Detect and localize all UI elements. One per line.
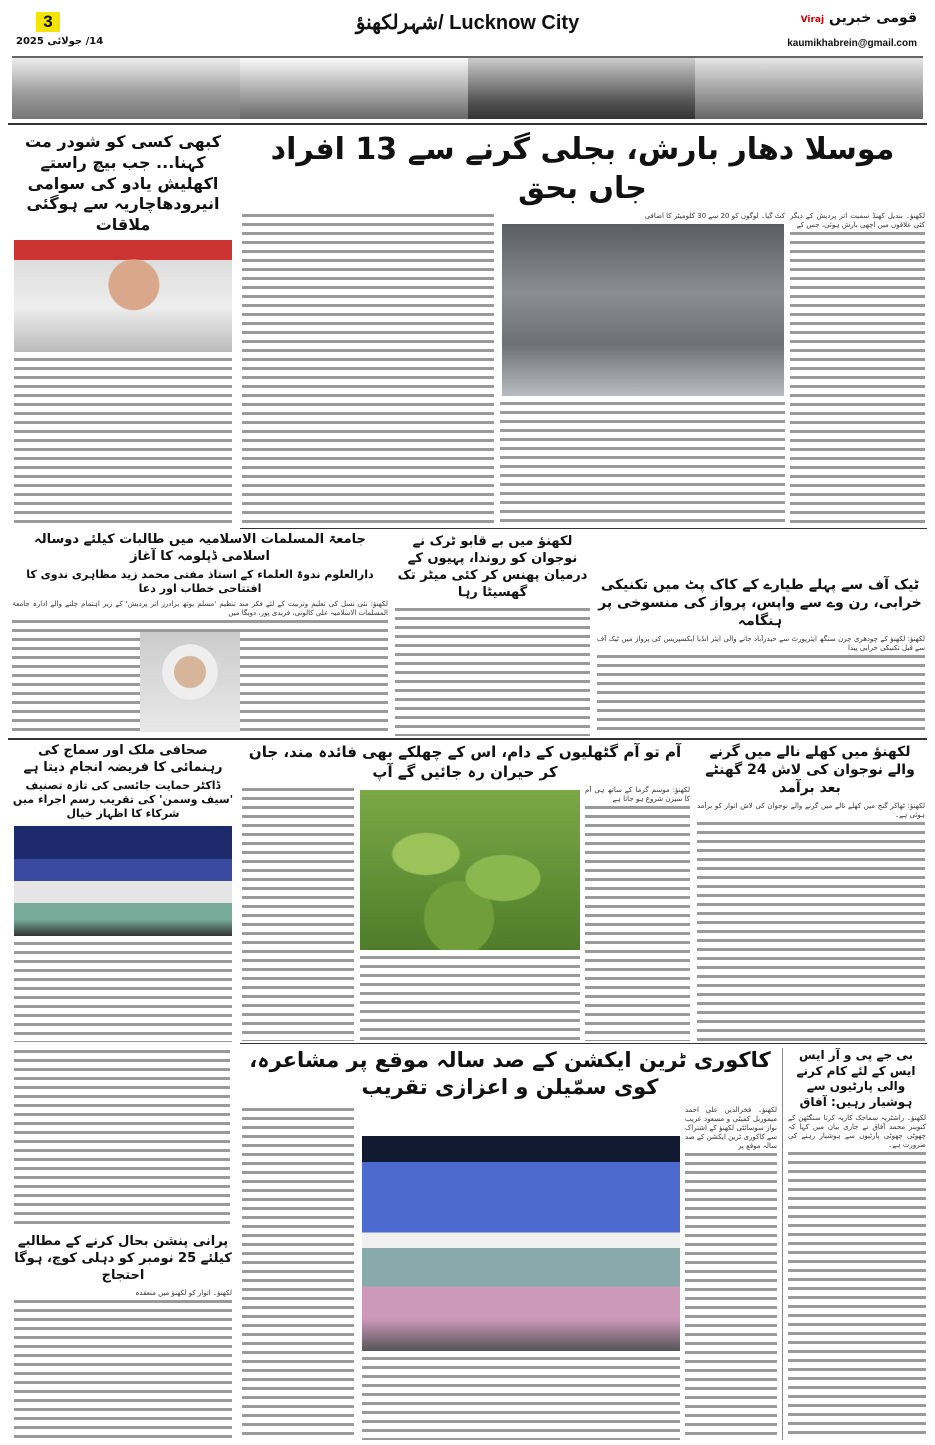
rain-photo — [502, 224, 784, 396]
kakori-lead: لکھنؤ۔ فخرالدین علی احمد میموریل کمیٹی و مسعود غریب نواز سوسائٹی لکھنؤ کے اشتراک سے کاکوری ٹرین ایکشن کے صد سالہ موقع پر — [685, 1105, 777, 1150]
flight-body — [597, 635, 925, 736]
logo-text: قومی خبریں — [828, 10, 917, 26]
bjp-article — [786, 1048, 926, 1440]
jamia-article — [10, 532, 390, 736]
kakori-body-col3 — [242, 1106, 354, 1440]
pension-article — [10, 1234, 236, 1440]
lucknow-skyline-banner — [12, 56, 923, 119]
mango-body-col1 — [585, 786, 690, 1041]
truck-article — [395, 534, 590, 736]
mango-body-area — [240, 786, 690, 1041]
rain-lead: لکھنؤ۔ بندیل کھنڈ سمیت اتر پردیش کے دیگر کئی علاقوں میں اچھی بارش ہوئی، جس کے — [790, 212, 925, 229]
journalist-body-cont — [14, 1048, 230, 1230]
mango-lead: لکھنؤ: موسم گرما کے ساتھ ہی آم کا سیزن شروع ہو جاتا ہے — [585, 786, 690, 803]
kakori-event-photo — [362, 1136, 680, 1351]
mango-article — [240, 743, 690, 1041]
pension-lead: لکھنؤ۔ اتوار کو لکھنؤ میں منعقدہ — [14, 1289, 232, 1299]
rain-lead-2: کٹ گیا۔ لوگوں کو 20 سے 30 کلومیٹر کا اضافی — [500, 212, 785, 222]
flight-lead: لکھنؤ: لکھنؤ کے چودھری چرن سنگھ ایئرپورٹ سے حیدرآباد جانے والی ایئر انڈیا ایکسپریس کی پرواز میں ٹیک آف سے قبل تکنیکی خرابی پیدا — [597, 634, 925, 652]
flight-headline: ٹیک آف سے پہلے طیارے کے کاک پٹ میں تکنیکی خرابی، رن وے سے واپس، پرواز کی منسوخی پر ہنگامہ — [598, 577, 922, 630]
jamia-subhead: دارالعلوم ندوۃ العلماء کے استاذ مفتی محمد زید مظاہری ندوی کا افتتاحی خطاب اور دعا — [26, 567, 374, 596]
mango-photo — [360, 790, 580, 950]
mango-headline: آم تو آم گٹھلیوں کے دام، اس کے چھلکے بھی فائدہ مند، جان کر حیران رہ جائیں گے آپ — [248, 743, 682, 781]
rain-body-col3 — [242, 212, 494, 525]
divider — [240, 1043, 927, 1044]
kakori-body-col2 — [362, 1355, 680, 1440]
bjp-headline: بی جے پی و آر ایس ایس کے لئے کام کرنے والی پارٹیوں سے ہوشیار رہیں: آفاق — [796, 1048, 916, 1109]
divider — [8, 738, 927, 740]
issue-date: 14/ جولائی 2025 — [16, 36, 104, 47]
bjp-lead: لکھنؤ۔ راشٹریہ سماجک کاریہ کرتا سنگٹھن کے کنوینر محمد آفاق نے جاری بیان میں کہا کہ چھوٹی چھوٹی پارٹیوں سے ہوشیار رہنے کی ضرورت ہے۔ — [788, 1114, 926, 1150]
contact-email[interactable]: kaumikhabrein@gmail.com — [787, 38, 917, 49]
akhilesh-article — [10, 132, 236, 524]
kakori-body-area — [240, 1106, 780, 1440]
rain-body-area — [240, 212, 925, 525]
drain-headline: لکھنؤ میں کھلے نالے میں گرنے والے نوجوان کی لاش 24 گھنٹے بعد برآمد — [705, 744, 915, 797]
logo-mark: Viraj — [800, 15, 825, 25]
column-divider — [782, 1048, 783, 1440]
newspaper-logo — [798, 10, 917, 26]
journalist-subhead: ڈاکٹر حمایت جائسی کی تازہ تصنیف 'سیف وسمن' کی تقریب رسم اجراء میں شرکاء کا اظہار خیال — [12, 778, 234, 821]
jamia-headline: جامعۃ المسلمات الاسلامیہ میں طالبات کیلئے دوسالہ اسلامی ڈپلومہ کا آغاز — [34, 532, 366, 564]
rain-body-col1 — [790, 212, 925, 525]
page-number: 3 — [36, 12, 60, 32]
flight-article — [595, 576, 925, 736]
kakori-body-col1 — [685, 1106, 777, 1440]
journalist-article — [10, 743, 236, 1042]
kakori-headline: کاکوری ٹرین ایکشن کے صد سالہ موقع پر مشاعرہ، کوی سمّیلن و اعزازی تقریب — [249, 1048, 771, 1100]
akhilesh-body — [14, 356, 232, 524]
pension-headline: پرانی پنشن بحال کرنے کے مطالبے کیلئے 25 نومبر کو دہلی کوچ، ہوگا احتجاج — [14, 1234, 232, 1283]
truck-body — [395, 606, 590, 736]
mango-body-col2 — [360, 954, 580, 1041]
mufti-portrait — [140, 632, 240, 732]
akhilesh-photo — [14, 240, 232, 352]
mango-body-col3 — [242, 786, 354, 1041]
rain-headline: موسلا دھار بارش، بجلی گرنے سے 13 افراد جاں بحق — [270, 132, 895, 206]
bjp-body — [788, 1114, 926, 1440]
kakori-article — [240, 1047, 780, 1440]
rain-article — [240, 130, 925, 525]
journalist-headline: صحافی ملک اور سماج کی رہنمائی کا فریضہ انجام دیتا ہے — [23, 743, 223, 775]
akhilesh-headline: کبھی کسی کو شودر مت کہنا... جب بیچ راستے اکھلیش یادو کی سوامی انیرودھاچاریہ سے ہوگئی ملاقات — [24, 132, 221, 235]
drain-body — [697, 802, 925, 1041]
jamia-lead: لکھنؤ: نئی نسل کی تعلیم وتربیت کے لئے فکر مند تنظیم 'مسلم یوتھ برادرز اتر پردیش' کے زیر اہتمام چلنے والے ادارہ جامعۃ المسلمات الاسلامیہ علی کالونی، فریدی پور، دوبگا میں — [12, 600, 388, 618]
jamia-body-area — [10, 600, 390, 736]
drain-lead: لکھنؤ: ٹھاکر گنج میں کھلے نالے میں گرنے والے نوجوان کی لاش اتوار کو برآمد ہوئی ہے۔ — [697, 801, 925, 819]
truck-headline: لکھنؤ میں بے قابو ٹرک نے نوجوان کو روندا، پہیوں کے درمیان پھنس کر کئی میٹر تک گھسیٹا رہا — [397, 534, 588, 600]
rain-body-top — [500, 212, 785, 222]
drain-article — [695, 743, 925, 1041]
pension-body — [14, 1289, 232, 1440]
journalist-body — [14, 940, 232, 1042]
divider — [240, 528, 927, 529]
book-launch-photo — [14, 826, 232, 936]
divider — [8, 123, 927, 125]
rain-body-col2 — [500, 400, 785, 525]
section-title: شہرلکھنؤ/ Lucknow City — [355, 12, 580, 34]
